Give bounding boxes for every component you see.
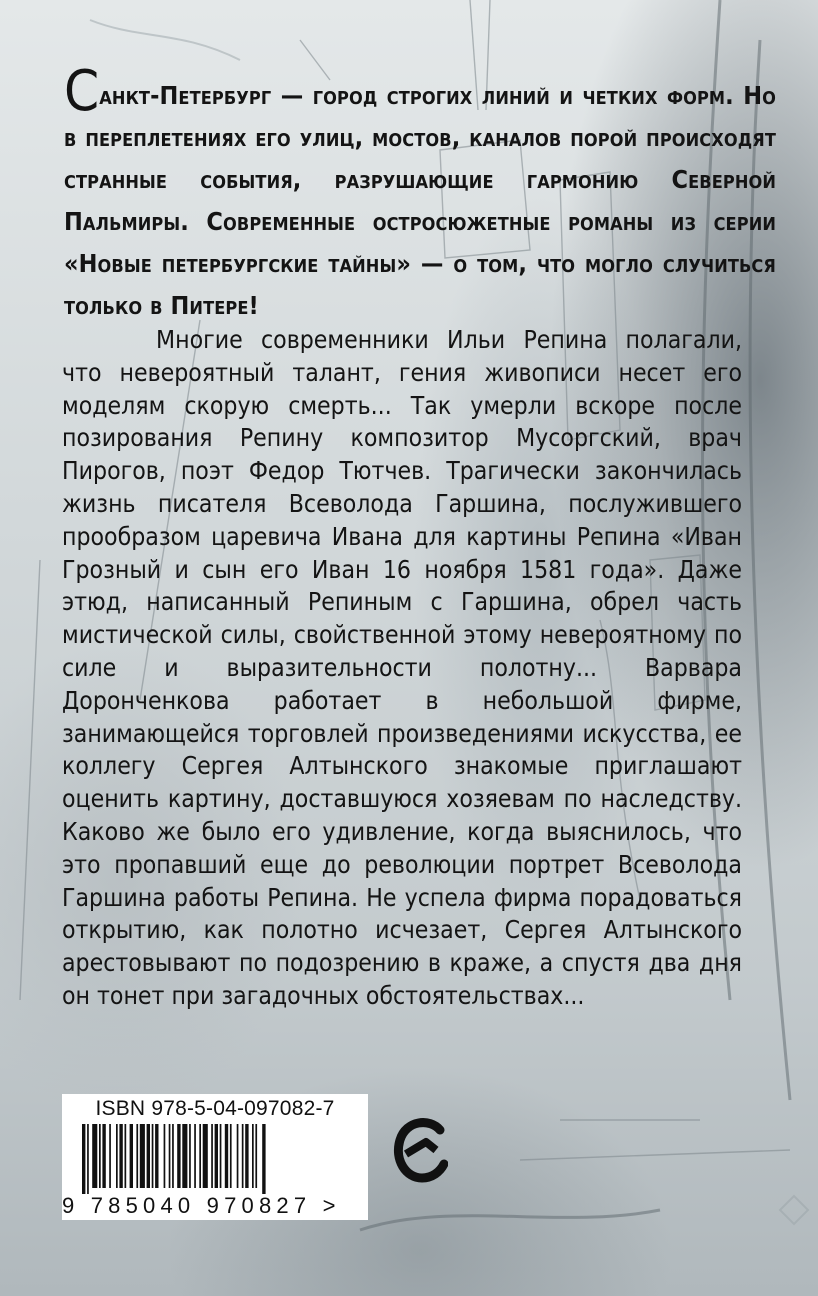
barcode-bar <box>215 1124 218 1188</box>
eksmo-logo-icon <box>392 1116 448 1198</box>
book-annotation: Многие современники Ильи Репина полагали, что невероятный талант, гения живописи несет его моделям скорую смерть... Так умерли вскоре после позирования Репину композитор Мусоргский, врач Пирогов, поэт Федор Тютчев. Трагически закончилась жизнь писателя Всеволода Гаршина, послужившего прообразом царевича Ивана для картины Репина «Иван Грозный и сын его Иван 16 ноября 1581 года». Даже этюд, написанный Репиным с Гаршина, обрел часть мистической силы, свойственной этому невероятному по силе и выразительности полотну... Варвара Доронченкова работает в небольшой фирме, занимающейся торговлей произведениями искусства, ее коллегу Сергея Алтынского знакомые приглашают оценить картину, доставшуюся хозяевам по наследству. Каково же было его удивление, когда выяснилось, что это пропавший еще до революции портрет Всеволода Гаршина работы Репина. Не успела фирма порадоваться открытию, как полотно исчезает, Сергея Алтынского арестовывают по подозрению в краже, а спустя два дня он тонет при загадочных обстоятельствах... <box>62 325 742 1010</box>
barcode-bar <box>220 1124 222 1188</box>
barcode-bar <box>87 1124 89 1194</box>
barcode-bar <box>230 1124 232 1188</box>
barcode-bar <box>119 1124 122 1188</box>
barcode-bar <box>199 1124 201 1188</box>
barcode-bar <box>92 1124 97 1188</box>
barcode-bar <box>125 1124 127 1188</box>
tagline-text: анкт-Петербург — город строгих линий и четких форм. Но в переплетениях его улиц, мостов, каналов порой происходят странные события, разрушающие гармонию Северной Пальмиры. Современные остросюжетные романы из серии «Новые петербургские тайны» — о том, что могло случиться только в Питере! <box>64 81 776 320</box>
barcode-bar <box>152 1124 154 1188</box>
barcode-bar <box>237 1124 239 1188</box>
barcode-bar <box>194 1124 196 1188</box>
barcode-bar <box>203 1124 208 1188</box>
barcode-bar <box>99 1124 101 1188</box>
barcode-bar <box>116 1124 118 1188</box>
barcode-bars <box>62 1124 368 1194</box>
barcode-bar <box>252 1124 254 1188</box>
barcode-digits: 9 785040 970827 > <box>62 1193 341 1218</box>
barcode-bar <box>182 1124 187 1188</box>
isbn-label: ISBN 978-5-04-097082-7 <box>95 1097 335 1120</box>
barcode-bar <box>262 1124 265 1194</box>
barcode-bar <box>242 1124 244 1188</box>
series-tagline <box>64 59 776 327</box>
barcode-bar <box>140 1124 145 1188</box>
barcode-bar <box>177 1124 180 1188</box>
barcode-bar <box>109 1124 111 1188</box>
barcode-bar <box>211 1124 213 1188</box>
drop-cap: С <box>64 59 100 124</box>
barcode-bar <box>255 1124 257 1188</box>
barcode-bar <box>245 1124 248 1188</box>
barcode-bar <box>102 1124 105 1188</box>
isbn-barcode <box>62 1094 368 1220</box>
barcode-bar <box>225 1124 228 1188</box>
barcode-bar <box>164 1124 166 1188</box>
barcode-bar <box>82 1124 85 1194</box>
barcode-bar <box>172 1124 174 1188</box>
barcode-bar <box>169 1124 171 1188</box>
barcode-bar <box>155 1124 158 1188</box>
barcode-bar <box>189 1124 191 1188</box>
barcode-bar <box>130 1124 133 1188</box>
barcode-bar <box>147 1124 150 1188</box>
barcode-bar <box>136 1124 138 1188</box>
